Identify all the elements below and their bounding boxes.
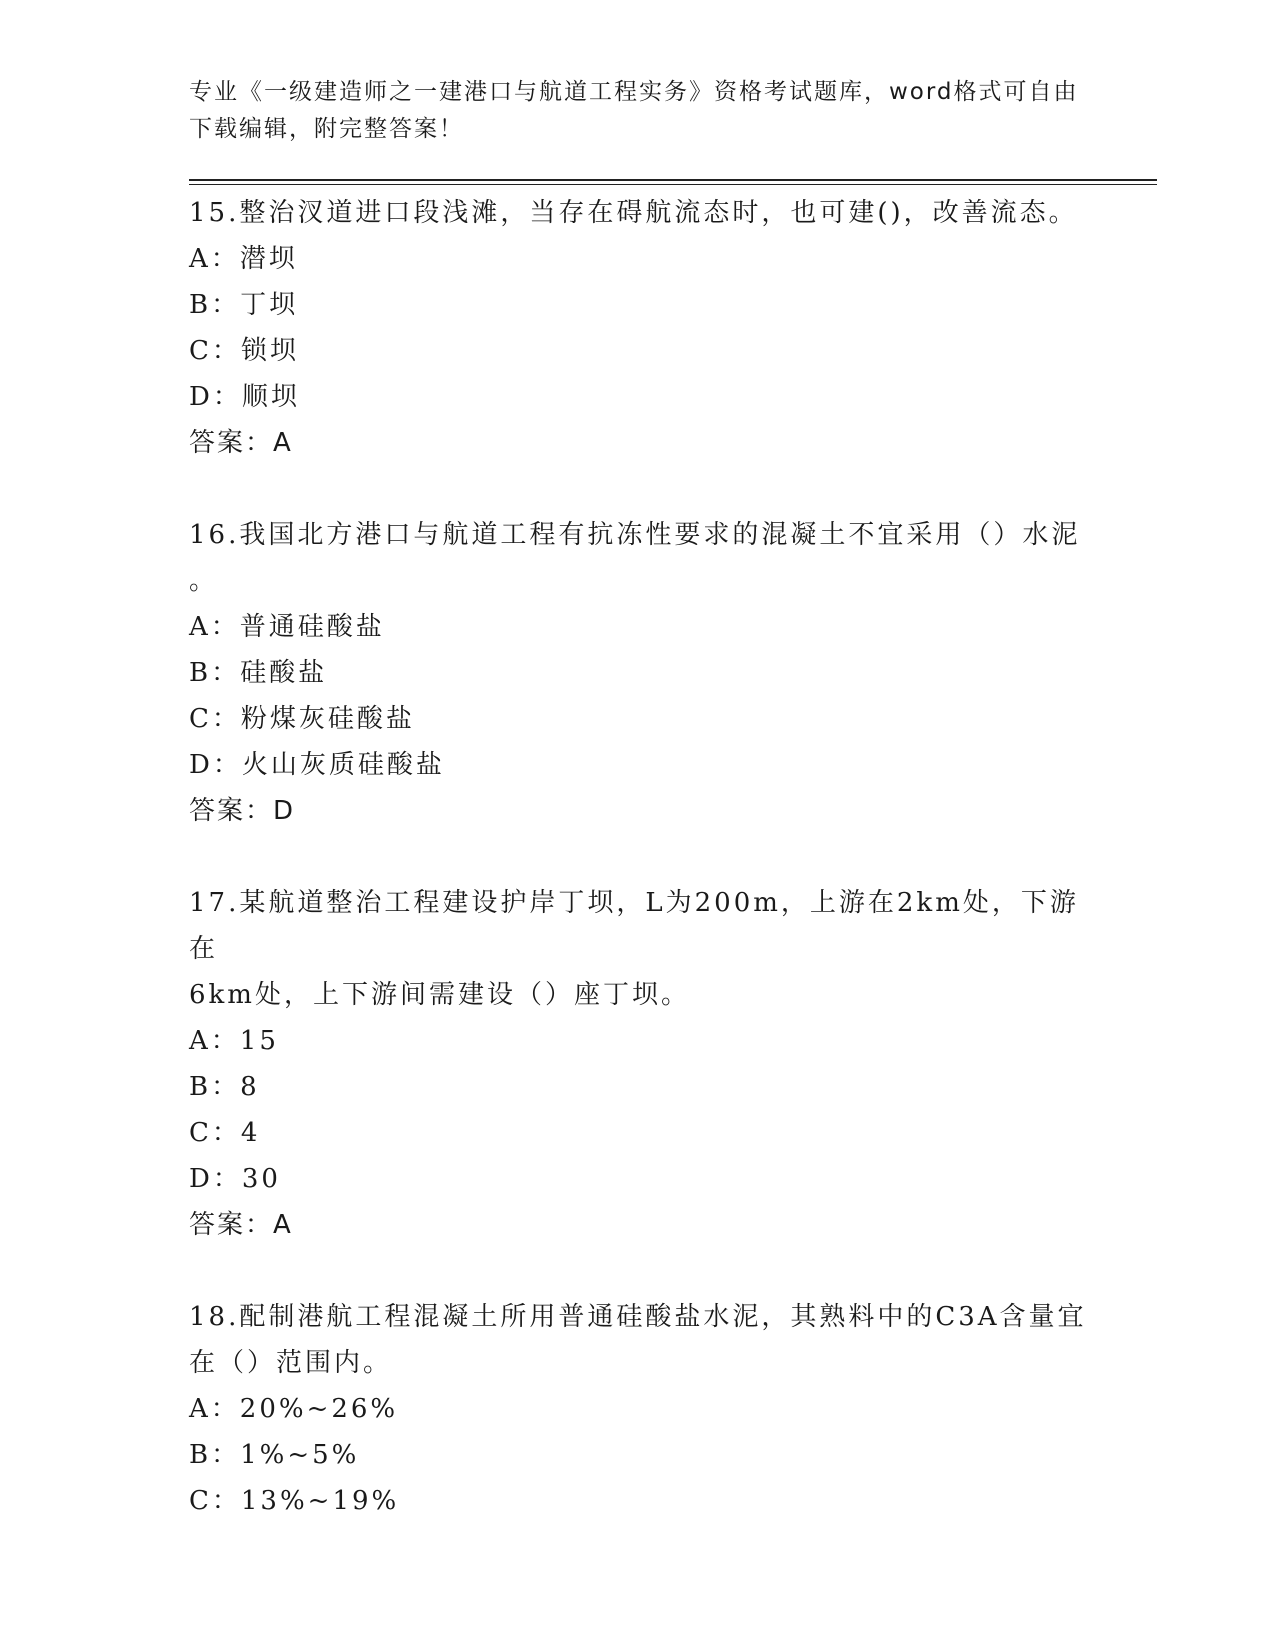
question-stem-continued: 。 bbox=[189, 566, 219, 596]
question-spacer bbox=[189, 1248, 1089, 1294]
option-c: C：粉煤灰硅酸盐 bbox=[189, 704, 415, 734]
answer-line: 答案：A bbox=[189, 1210, 293, 1240]
option-b: B：8 bbox=[189, 1072, 260, 1102]
option-a: A：潜坝 bbox=[189, 244, 298, 274]
option-d: D：30 bbox=[189, 1164, 281, 1194]
option-a: A：15 bbox=[189, 1026, 279, 1056]
question-spacer bbox=[189, 834, 1089, 880]
document-header bbox=[189, 74, 1089, 148]
header-rule-thick bbox=[189, 179, 1157, 181]
header-line-2: 下载编辑，附完整答案！ bbox=[189, 116, 464, 142]
header-rule-thin bbox=[189, 184, 1157, 185]
option-c: C：13%~19% bbox=[189, 1486, 400, 1516]
option-b: B：丁坝 bbox=[189, 290, 299, 320]
question-17 bbox=[189, 880, 1089, 1248]
option-a: A：普通硅酸盐 bbox=[189, 612, 385, 642]
option-c: C：4 bbox=[189, 1118, 261, 1148]
option-a: A：20%~26% bbox=[189, 1394, 399, 1424]
question-stem-continued: 在（）范围内。 bbox=[189, 1348, 393, 1378]
option-b: B：1%~5% bbox=[189, 1440, 360, 1470]
question-16 bbox=[189, 512, 1089, 834]
header-line-1: 专业《一级建造师之一建港口与航道工程实务》资格考试题库，word格式可自由 bbox=[189, 79, 1079, 105]
option-d: D：顺坝 bbox=[189, 382, 300, 412]
question-18 bbox=[189, 1294, 1089, 1524]
answer-line: 答案：D bbox=[189, 796, 296, 826]
question-stem-continued: 6km处，上下游间需建设（）座丁坝。 bbox=[189, 980, 690, 1010]
question-stem: 15.整治汊道进口段浅滩，当存在碍航流态时，也可建()，改善流态。 bbox=[189, 198, 1078, 228]
answer-line: 答案：A bbox=[189, 428, 293, 458]
question-15 bbox=[189, 190, 1089, 466]
option-c: C：锁坝 bbox=[189, 336, 299, 366]
question-stem: 16.我国北方港口与航道工程有抗冻性要求的混凝土不宜采用（）水泥 bbox=[189, 520, 1081, 550]
option-b: B：硅酸盐 bbox=[189, 658, 328, 688]
question-stem: 17.某航道整治工程建设护岸丁坝，L为200m，上游在2km处，下游在 bbox=[189, 888, 1079, 964]
question-list bbox=[189, 190, 1089, 1524]
question-spacer bbox=[189, 466, 1089, 512]
question-stem: 18.配制港航工程混凝土所用普通硅酸盐水泥，其熟料中的C3A含量宜 bbox=[189, 1302, 1087, 1332]
option-d: D：火山灰质硅酸盐 bbox=[189, 750, 445, 780]
